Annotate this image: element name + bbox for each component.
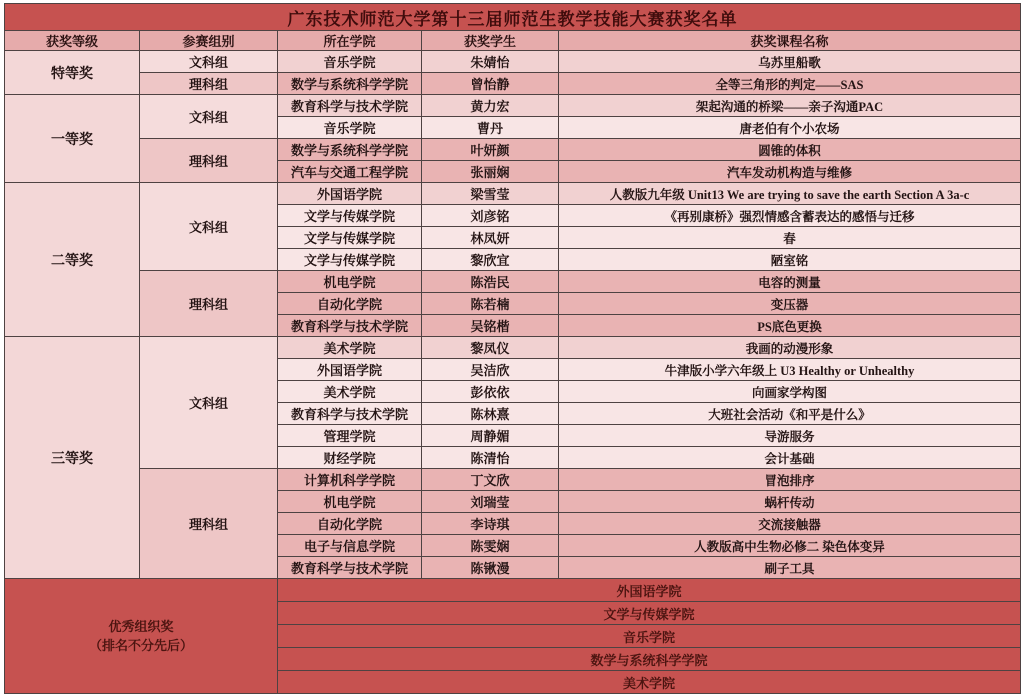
student-cell: 周静媚 bbox=[422, 425, 559, 447]
course-cell: 导游服务 bbox=[559, 425, 1021, 447]
org-award-note: （排名不分先后） bbox=[88, 638, 193, 653]
course-cell: 交流接触器 bbox=[559, 513, 1021, 535]
table-row bbox=[5, 271, 1021, 293]
student-cell: 朱婧怡 bbox=[422, 51, 559, 73]
course-cell: 乌苏里船歌 bbox=[559, 51, 1021, 73]
table-row bbox=[5, 183, 1021, 205]
student-cell: 彭依依 bbox=[422, 381, 559, 403]
student-cell: 刘彦铭 bbox=[422, 205, 559, 227]
group-cell: 理科组 bbox=[140, 73, 278, 95]
college-cell: 机电学院 bbox=[278, 491, 422, 513]
student-cell: 黎凤仪 bbox=[422, 337, 559, 359]
student-cell: 陈浩民 bbox=[422, 271, 559, 293]
college-cell: 音乐学院 bbox=[278, 51, 422, 73]
group-cell: 文科组 bbox=[140, 95, 278, 139]
course-cell: 人教版高中生物必修二 染色体变异 bbox=[559, 535, 1021, 557]
student-cell: 叶妍颜 bbox=[422, 139, 559, 161]
student-cell: 梁雪莹 bbox=[422, 183, 559, 205]
student-cell: 陈若楠 bbox=[422, 293, 559, 315]
group-cell: 理科组 bbox=[140, 271, 278, 337]
course-cell: 唐老伯有个小农场 bbox=[559, 117, 1021, 139]
course-cell: 圆锥的体积 bbox=[559, 139, 1021, 161]
course-cell: 向画家学构图 bbox=[559, 381, 1021, 403]
org-college-cell: 音乐学院 bbox=[278, 625, 1021, 648]
college-cell: 教育科学与技术学院 bbox=[278, 315, 422, 337]
course-cell: 陋室铭 bbox=[559, 249, 1021, 271]
level-cell: 特等奖 bbox=[5, 51, 140, 95]
college-cell: 计算机科学学院 bbox=[278, 469, 422, 491]
group-cell: 理科组 bbox=[140, 469, 278, 579]
student-cell: 吴洁欣 bbox=[422, 359, 559, 381]
college-cell: 管理学院 bbox=[278, 425, 422, 447]
course-cell: PS底色更换 bbox=[559, 315, 1021, 337]
table-row bbox=[5, 95, 1021, 117]
student-cell: 张丽娴 bbox=[422, 161, 559, 183]
course-cell: 会计基础 bbox=[559, 447, 1021, 469]
org-college-cell: 美术学院 bbox=[278, 671, 1021, 694]
college-cell: 美术学院 bbox=[278, 337, 422, 359]
college-cell: 数学与系统科学学院 bbox=[278, 73, 422, 95]
group-cell: 文科组 bbox=[140, 51, 278, 73]
level-cell: 三等奖 bbox=[5, 337, 140, 579]
course-cell: 春 bbox=[559, 227, 1021, 249]
college-cell: 数学与系统科学学院 bbox=[278, 139, 422, 161]
table-row bbox=[5, 579, 1021, 602]
table-row bbox=[5, 51, 1021, 73]
student-cell: 黄力宏 bbox=[422, 95, 559, 117]
course-cell: 变压器 bbox=[559, 293, 1021, 315]
page-title: 广东技术师范大学第十三届师范生教学技能大赛获奖名单 bbox=[5, 4, 1021, 31]
table-row bbox=[5, 139, 1021, 161]
group-cell: 文科组 bbox=[140, 183, 278, 271]
table-row bbox=[5, 337, 1021, 359]
student-cell: 林凤妍 bbox=[422, 227, 559, 249]
course-cell: 刷子工具 bbox=[559, 557, 1021, 579]
org-award-title: 优秀组织奖 bbox=[108, 618, 174, 634]
org-award-label bbox=[5, 579, 278, 694]
org-college-cell: 数学与系统科学学院 bbox=[278, 648, 1021, 671]
course-cell: 汽车发动机构造与维修 bbox=[559, 161, 1021, 183]
college-cell: 自动化学院 bbox=[278, 513, 422, 535]
column-header-group: 参赛组别 bbox=[140, 31, 278, 51]
student-cell: 丁文欣 bbox=[422, 469, 559, 491]
college-cell: 美术学院 bbox=[278, 381, 422, 403]
award-table bbox=[4, 3, 1021, 694]
college-cell: 外国语学院 bbox=[278, 183, 422, 205]
column-header-course: 获奖课程名称 bbox=[559, 31, 1021, 51]
level-cell: 一等奖 bbox=[5, 95, 140, 183]
college-cell: 教育科学与技术学院 bbox=[278, 557, 422, 579]
student-cell: 陈林熹 bbox=[422, 403, 559, 425]
college-cell: 音乐学院 bbox=[278, 117, 422, 139]
student-cell: 刘瑞莹 bbox=[422, 491, 559, 513]
student-cell: 李诗琪 bbox=[422, 513, 559, 535]
course-cell: 人教版九年级 Unit13 We are trying to save the earth Section A 3a-c bbox=[559, 183, 1021, 205]
column-header-award-level: 获奖等级 bbox=[5, 31, 140, 51]
course-cell: 《再别康桥》强烈情感含蓄表达的感悟与迁移 bbox=[559, 205, 1021, 227]
college-cell: 教育科学与技术学院 bbox=[278, 403, 422, 425]
college-cell: 电子与信息学院 bbox=[278, 535, 422, 557]
column-header-college: 所在学院 bbox=[278, 31, 422, 51]
student-cell: 曹丹 bbox=[422, 117, 559, 139]
org-college-cell: 文学与传媒学院 bbox=[278, 602, 1021, 625]
table-row bbox=[5, 469, 1021, 491]
course-cell: 蜗杆传动 bbox=[559, 491, 1021, 513]
student-cell: 曾怡静 bbox=[422, 73, 559, 95]
org-college-cell: 外国语学院 bbox=[278, 579, 1021, 602]
course-cell: 大班社会活动《和平是什么》 bbox=[559, 403, 1021, 425]
table-row bbox=[5, 31, 1021, 51]
course-cell: 电容的测量 bbox=[559, 271, 1021, 293]
college-cell: 教育科学与技术学院 bbox=[278, 95, 422, 117]
group-cell: 理科组 bbox=[140, 139, 278, 183]
course-cell: 牛津版小学六年级上 U3 Healthy or Unhealthy bbox=[559, 359, 1021, 381]
college-cell: 文学与传媒学院 bbox=[278, 205, 422, 227]
student-cell: 黎欣宜 bbox=[422, 249, 559, 271]
college-cell: 财经学院 bbox=[278, 447, 422, 469]
student-cell: 陈清怡 bbox=[422, 447, 559, 469]
course-cell: 全等三角形的判定——SAS bbox=[559, 73, 1021, 95]
college-cell: 机电学院 bbox=[278, 271, 422, 293]
column-header-student: 获奖学生 bbox=[422, 31, 559, 51]
college-cell: 汽车与交通工程学院 bbox=[278, 161, 422, 183]
college-cell: 外国语学院 bbox=[278, 359, 422, 381]
course-cell: 冒泡排序 bbox=[559, 469, 1021, 491]
student-cell: 陈雯娴 bbox=[422, 535, 559, 557]
student-cell: 陈锹漫 bbox=[422, 557, 559, 579]
college-cell: 自动化学院 bbox=[278, 293, 422, 315]
course-cell: 我画的动漫形象 bbox=[559, 337, 1021, 359]
student-cell: 吴铭楷 bbox=[422, 315, 559, 337]
group-cell: 文科组 bbox=[140, 337, 278, 469]
college-cell: 文学与传媒学院 bbox=[278, 227, 422, 249]
table-row bbox=[5, 4, 1021, 31]
college-cell: 文学与传媒学院 bbox=[278, 249, 422, 271]
level-cell: 二等奖 bbox=[5, 183, 140, 337]
course-cell: 架起沟通的桥梁——亲子沟通PAC bbox=[559, 95, 1021, 117]
table-row bbox=[5, 73, 1021, 95]
